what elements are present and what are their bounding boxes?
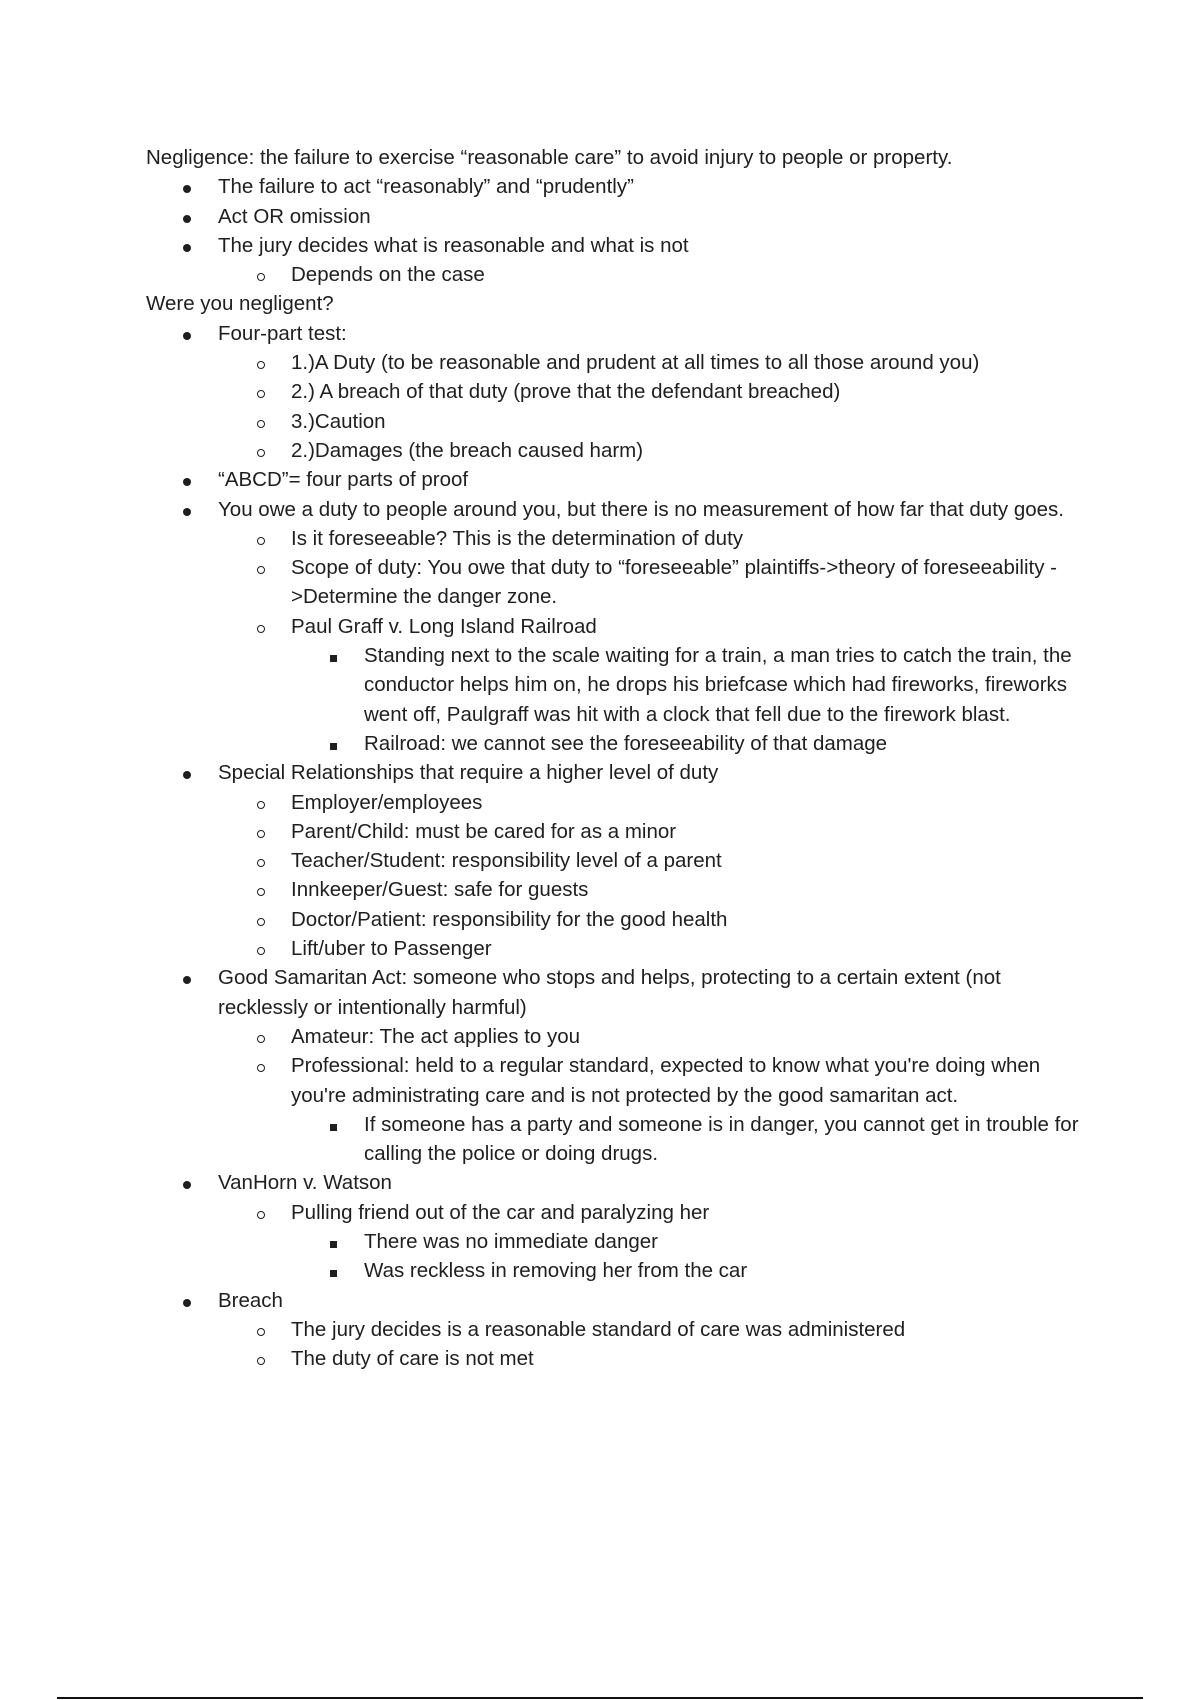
bullet-circle-icon: [257, 875, 265, 904]
notes-body: [146, 143, 1091, 1373]
bullet-circle-icon: [257, 1344, 265, 1373]
list-item: Lift/uber to Passenger: [146, 934, 1091, 963]
bullet-circle-icon: [257, 553, 265, 582]
question-line: Were you negligent?: [146, 292, 334, 316]
bullet-disc-icon: [183, 758, 191, 787]
bullet-disc-icon: [183, 495, 191, 524]
bullet-circle-icon: [257, 905, 265, 934]
bullet-circle-icon: [257, 260, 265, 289]
bullet-square-icon: [330, 1256, 337, 1285]
bullet-circle-icon: [257, 524, 265, 553]
bullet-disc-icon: [183, 1286, 191, 1315]
bullet-circle-icon: [257, 436, 265, 465]
list-item: The jury decides what is reasonable and what is not: [146, 231, 1091, 260]
list-item: There was no immediate danger: [146, 1227, 1091, 1256]
list-item: Professional: held to a regular standard, expected to know what you're doing when you're administrating care and is not protected by the good samaritan act.: [146, 1051, 1091, 1110]
bullet-disc-icon: [183, 1168, 191, 1197]
bullet-disc-icon: [183, 465, 191, 494]
bullet-disc-icon: [183, 963, 191, 992]
list-item: You owe a duty to people around you, but there is no measurement of how far that duty goes.: [146, 495, 1091, 524]
heading-line: Negligence: the failure to exercise “reasonable care” to avoid injury to people or property.: [146, 146, 953, 169]
bullet-circle-icon: [257, 377, 265, 406]
list-item: Amateur: The act applies to you: [146, 1022, 1091, 1051]
bullet-circle-icon: [257, 612, 265, 641]
list-item: Paul Graff v. Long Island Railroad: [146, 612, 1091, 641]
list-item: Pulling friend out of the car and paralyzing her: [146, 1198, 1091, 1227]
bullet-circle-icon: [257, 1315, 265, 1344]
bullet-square-icon: [330, 1227, 337, 1256]
bullet-circle-icon: [257, 934, 265, 963]
bullet-circle-icon: [257, 348, 265, 377]
list-item: Breach: [146, 1286, 1091, 1315]
list-item: The failure to act “reasonably” and “prudently”: [146, 172, 1091, 201]
list-item: Innkeeper/Guest: safe for guests: [146, 875, 1091, 904]
list-item: Depends on the case: [146, 260, 1091, 289]
list-item: 2.) A breach of that duty (prove that the defendant breached): [146, 377, 1091, 406]
list-item: The duty of care is not met: [146, 1344, 1091, 1373]
list-item: 1.)A Duty (to be reasonable and prudent at all times to all those around you): [146, 348, 1091, 377]
list-item: Employer/employees: [146, 788, 1091, 817]
list-item: Act OR omission: [146, 202, 1091, 231]
bullet-circle-icon: [257, 1198, 265, 1227]
list-item: Special Relationships that require a higher level of duty: [146, 758, 1091, 787]
list-item: Four-part test:: [146, 319, 1091, 348]
bullet-disc-icon: [183, 319, 191, 348]
bullet-disc-icon: [183, 231, 191, 260]
list-item: Teacher/Student: responsibility level of a parent: [146, 846, 1091, 875]
list-item: Scope of duty: You owe that duty to “foreseeable” plaintiffs->theory of foreseeability ->Determine the danger zone.: [146, 553, 1091, 612]
bullet-square-icon: [330, 729, 337, 758]
list-item: 2.)Damages (the breach caused harm): [146, 436, 1091, 465]
bullet-circle-icon: [257, 817, 265, 846]
bullet-disc-icon: [183, 202, 191, 231]
list-item: If someone has a party and someone is in danger, you cannot get in trouble for calling the police or doing drugs.: [146, 1110, 1091, 1169]
bullet-circle-icon: [257, 846, 265, 875]
bullet-disc-icon: [183, 172, 191, 201]
list-item: 3.)Caution: [146, 407, 1091, 436]
list-item: Standing next to the scale waiting for a train, a man tries to catch the train, the conductor helps him on, he drops his briefcase which had fireworks, fireworks went off, Paulgraff was hit with a clock that fell due to the firework blast.: [146, 641, 1091, 729]
list-item: Good Samaritan Act: someone who stops and helps, protecting to a certain extent (not recklessly or intentionally harmful): [146, 963, 1091, 1022]
bullet-square-icon: [330, 1110, 337, 1139]
bullet-circle-icon: [257, 407, 265, 436]
list-item: Doctor/Patient: responsibility for the good health: [146, 905, 1091, 934]
list-item: “ABCD”= four parts of proof: [146, 465, 1091, 494]
list-item: VanHorn v. Watson: [146, 1168, 1091, 1197]
bullet-circle-icon: [257, 1051, 265, 1080]
list-item: The jury decides is a reasonable standard of care was administered: [146, 1315, 1091, 1344]
list-item: Is it foreseeable? This is the determination of duty: [146, 524, 1091, 553]
bullet-circle-icon: [257, 788, 265, 817]
bullet-circle-icon: [257, 1022, 265, 1051]
list-item: Railroad: we cannot see the foreseeability of that damage: [146, 729, 1091, 758]
list-item: Parent/Child: must be cared for as a minor: [146, 817, 1091, 846]
bullet-square-icon: [330, 641, 337, 670]
page-bottom-rule: [57, 1697, 1143, 1699]
list-item: Was reckless in removing her from the car: [146, 1256, 1091, 1285]
